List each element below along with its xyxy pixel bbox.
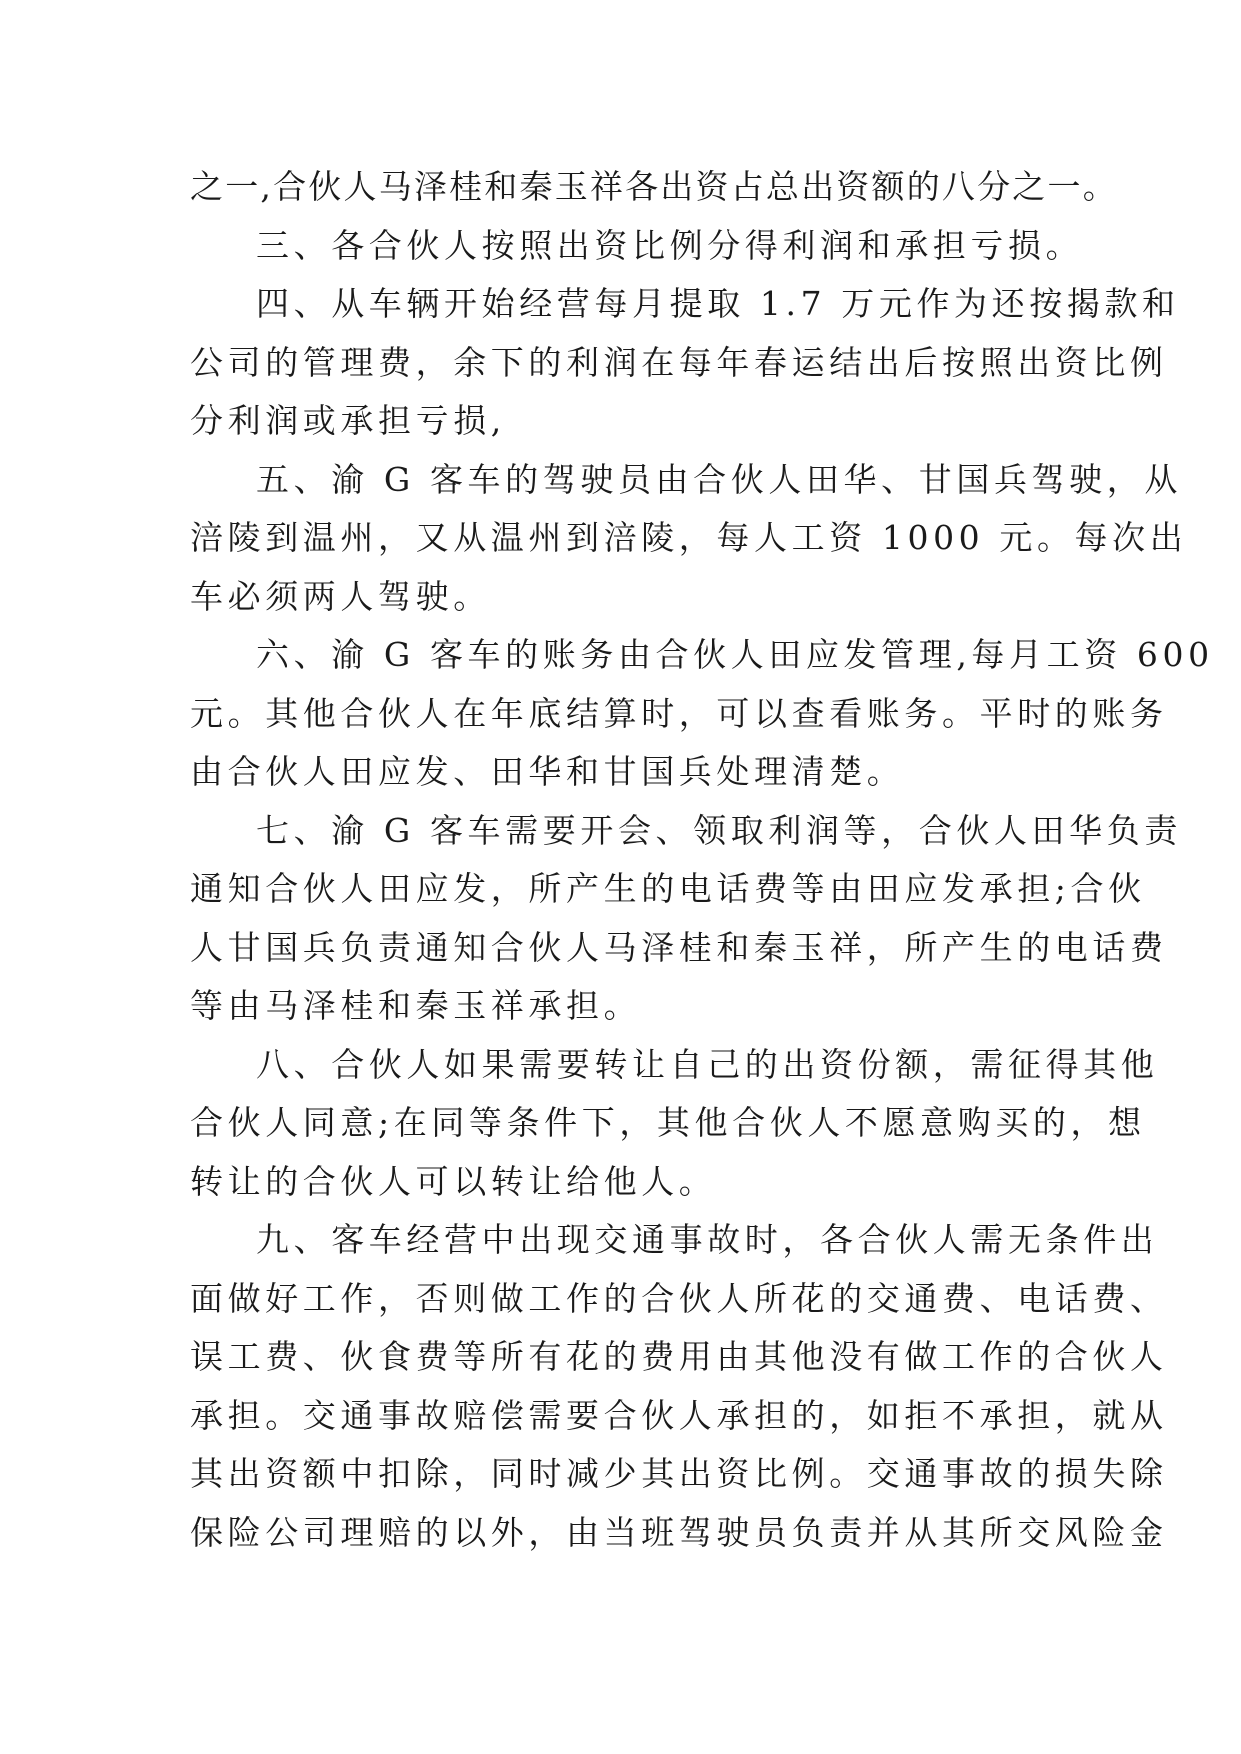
- text-line: 元。其他合伙人在年底结算时，可以查看账务。平时的账务: [190, 693, 1168, 733]
- text-line: 九、客车经营中出现交通事故时，各合伙人需无条件出: [256, 1220, 1159, 1259]
- text-line: 八、合伙人如果需要转让自己的出资份额，需征得其他: [256, 1044, 1159, 1084]
- text-line: 之一,合伙人马泽桂和秦玉祥各出资占总出资额的八分之一。: [190, 167, 1118, 206]
- text-line: 转让的合伙人可以转让给他人。: [190, 1161, 717, 1201]
- text-line: 四、从车辆开始经营每月提取 1.7 万元作为还按揭款和: [256, 284, 1180, 323]
- text-line: 公司的管理费，余下的利润在每年春运结出后按照出资比例: [190, 342, 1168, 382]
- text-line: 误工费、伙食费等所有花的费用由其他没有做工作的合伙人: [190, 1337, 1168, 1376]
- text-line: 等由马泽桂和秦玉祥承担。: [190, 986, 642, 1025]
- text-line: 三、各合伙人按照出资比例分得利润和承担亏损。: [256, 225, 1084, 265]
- text-line: 五、渝 G 客车的驾驶员由合伙人田华、甘国兵驾驶，从: [256, 459, 1182, 499]
- text-line: 由合伙人田应发、田华和甘国兵处理清楚。: [190, 752, 905, 791]
- text-line: 六、渝 G 客车的账务由合伙人田应发管理,每月工资 600: [256, 635, 1214, 674]
- text-line: 车必须两人驾驶。: [190, 576, 491, 616]
- text-line: 面做好工作，否则做工作的合伙人所花的交通费、电话费、: [190, 1278, 1168, 1318]
- text-line: 保险公司理赔的以外，由当班驾驶员负责并从其所交风险金: [190, 1512, 1168, 1552]
- text-line: 七、渝 G 客车需要开会、领取利润等，合伙人田华负责: [256, 810, 1182, 850]
- text-line: 人甘国兵负责通知合伙人马泽桂和秦玉祥，所产生的电话费: [190, 927, 1168, 967]
- text-line: 分利润或承担亏损,: [190, 401, 506, 440]
- text-line: 承担。交通事故赔偿需要合伙人承担的，如拒不承担，就从: [190, 1395, 1168, 1435]
- text-line: 通知合伙人田应发，所产生的电话费等由田应发承担;合伙: [190, 869, 1146, 908]
- body-text: [190, 158, 1214, 1562]
- text-line: 其出资额中扣除，同时减少其出资比例。交通事故的损失除: [190, 1454, 1168, 1493]
- text-line: 合伙人同意;在同等条件下，其他合伙人不愿意购买的，想: [190, 1103, 1146, 1142]
- text-line: 涪陵到温州，又从温州到涪陵，每人工资 1000 元。每次出: [190, 518, 1188, 557]
